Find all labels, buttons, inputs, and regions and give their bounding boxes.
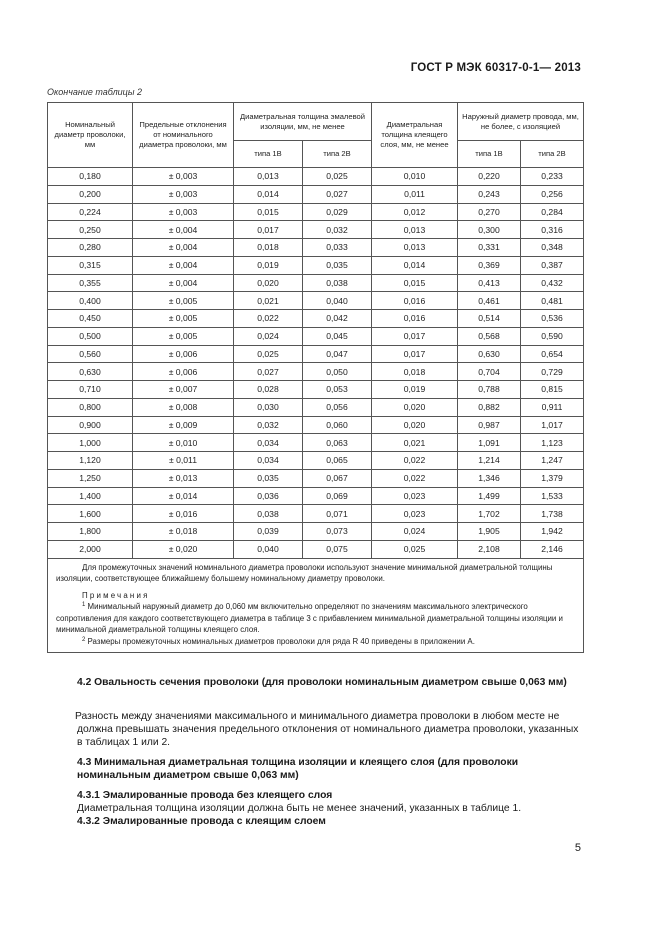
table-row — [48, 327, 584, 345]
note-1-mark: 1 — [82, 602, 86, 608]
table-cell: 1,702 — [458, 505, 521, 523]
header-enamel-type2: типа 2В — [303, 141, 372, 168]
table-notes — [48, 558, 584, 653]
table-cell: ± 0,006 — [133, 363, 234, 381]
table-cell: 0,017 — [372, 345, 458, 363]
table-cell: 0,018 — [234, 239, 303, 257]
table-cell: 0,568 — [458, 327, 521, 345]
section-4-3-2-heading: 4.3.2 Эмалированные провода с клеящим слоем — [77, 816, 326, 827]
table-cell: 0,032 — [234, 416, 303, 434]
table-cell: 0,017 — [372, 327, 458, 345]
table-cell: 0,024 — [372, 523, 458, 541]
table-cell: 0,315 — [48, 256, 133, 274]
intermediate-values-note: Для промежуточных значений номинального диаметра проволоки используют значение минимальной диаметральной толщины изоляции, соответствующее ближайшему большему номинальному диаметру проволоки. — [56, 562, 553, 583]
note-2 — [56, 636, 575, 648]
table-cell: 0,200 — [48, 185, 133, 203]
table-cell: 0,630 — [458, 345, 521, 363]
table-cell: 0,035 — [303, 256, 372, 274]
table-cell: ± 0,009 — [133, 416, 234, 434]
table-cell: 1,942 — [521, 523, 584, 541]
table-cell: 0,063 — [303, 434, 372, 452]
table-cell: 0,016 — [372, 292, 458, 310]
table-cell: 2,108 — [458, 540, 521, 558]
section-4-3-1-text: Диаметральная толщина изоляции должна быть не менее значений, указанных в таблице 1. — [77, 803, 522, 814]
table-cell: 0,014 — [234, 185, 303, 203]
table-cell: 0,481 — [521, 292, 584, 310]
table-cell: 0,040 — [303, 292, 372, 310]
table-cell: 0,021 — [234, 292, 303, 310]
table-cell: 0,027 — [234, 363, 303, 381]
table-cell: ± 0,006 — [133, 345, 234, 363]
table-cell: 0,042 — [303, 310, 372, 328]
table-cell: 0,038 — [234, 505, 303, 523]
table-cell: 0,233 — [521, 168, 584, 186]
table-cell: 1,600 — [48, 505, 133, 523]
table-cell: ± 0,014 — [133, 487, 234, 505]
section-4-2-heading: 4.2 Овальность сечения проволоки (для проволоки номинальным диаметром свыше 0,063 мм) — [77, 677, 567, 688]
table-cell: 1,120 — [48, 452, 133, 470]
table-cell: 0,032 — [303, 221, 372, 239]
table-cell: ± 0,004 — [133, 274, 234, 292]
table-cell: 0,071 — [303, 505, 372, 523]
table-cell: 0,014 — [372, 256, 458, 274]
header-outer-diameter: Наружный диаметр провода, мм, не более, с изоляцией — [458, 103, 584, 141]
table-cell: 0,022 — [372, 452, 458, 470]
table-cell: 1,379 — [521, 469, 584, 487]
table-cell: 0,461 — [458, 292, 521, 310]
table-cell: 0,075 — [303, 540, 372, 558]
table-cell: 1,346 — [458, 469, 521, 487]
table-cell: ± 0,013 — [133, 469, 234, 487]
table-cell: 0,331 — [458, 239, 521, 257]
table-cell: 0,710 — [48, 381, 133, 399]
table-cell: 0,560 — [48, 345, 133, 363]
table-cell: 0,027 — [303, 185, 372, 203]
table-cell: 0,015 — [372, 274, 458, 292]
table-row — [48, 203, 584, 221]
table-cell: 0,034 — [234, 434, 303, 452]
table-cell: 0,019 — [234, 256, 303, 274]
table-cell: 0,033 — [303, 239, 372, 257]
table-cell: 1,905 — [458, 523, 521, 541]
table-row — [48, 168, 584, 186]
table-cell: 0,045 — [303, 327, 372, 345]
table-cell: 0,987 — [458, 416, 521, 434]
header-enamel-thickness: Диаметральная толщина эмалевой изоляции, мм, не менее — [234, 103, 372, 141]
table-cell: 0,039 — [234, 523, 303, 541]
table-cell: 0,017 — [234, 221, 303, 239]
table-cell: 0,280 — [48, 239, 133, 257]
table-cell: 0,500 — [48, 327, 133, 345]
table-cell: ± 0,020 — [133, 540, 234, 558]
table-cell: 0,050 — [303, 363, 372, 381]
note-1-text: Минимальный наружный диаметр до 0,060 мм включительно определяют по значениям максимального электрического сопротивления для каждого соответствующего диаметра в таблице 3 с прибавлением минимальной диаметральной толщины изоляции и минимальной диаметральной толщины клеящего слоя. — [56, 602, 563, 634]
table-cell: 0,015 — [234, 203, 303, 221]
table-cell: 0,270 — [458, 203, 521, 221]
table-cell: 0,243 — [458, 185, 521, 203]
table-cell: 0,035 — [234, 469, 303, 487]
table-row — [48, 310, 584, 328]
table-cell: 0,432 — [521, 274, 584, 292]
table-cell: 0,450 — [48, 310, 133, 328]
table-cell: 0,400 — [48, 292, 133, 310]
table-row — [48, 381, 584, 399]
table-cell: ± 0,003 — [133, 168, 234, 186]
section-4-3-heading: 4.3 Минимальная диаметральная толщина изоляции и клеящего слоя (для проволоки номинальным диаметром свыше 0,063 мм) — [77, 757, 519, 781]
table-row — [48, 345, 584, 363]
table-cell: 0,073 — [303, 523, 372, 541]
note-2-text: Размеры промежуточных номинальных диаметров проволоки для ряда R 40 приведены в приложении А. — [87, 636, 475, 646]
table-cell: 0,030 — [234, 398, 303, 416]
header-enamel-type1: типа 1В — [234, 141, 303, 168]
table-cell: 1,214 — [458, 452, 521, 470]
table-cell: 1,738 — [521, 505, 584, 523]
table-cell: 0,220 — [458, 168, 521, 186]
table-cell: 2,146 — [521, 540, 584, 558]
table-cell: 1,091 — [458, 434, 521, 452]
table-cell: 0,300 — [458, 221, 521, 239]
table-cell: 0,021 — [372, 434, 458, 452]
table-cell: 0,536 — [521, 310, 584, 328]
table-row — [48, 469, 584, 487]
table-cell: 1,247 — [521, 452, 584, 470]
table-cell: 0,348 — [521, 239, 584, 257]
table-cell: 1,000 — [48, 434, 133, 452]
table-cell: 0,013 — [372, 239, 458, 257]
table-cell: ± 0,010 — [133, 434, 234, 452]
table-row — [48, 398, 584, 416]
table-row — [48, 523, 584, 541]
table-row — [48, 487, 584, 505]
table-cell: 1,017 — [521, 416, 584, 434]
table-cell: 0,316 — [521, 221, 584, 239]
table-cell: 0,024 — [234, 327, 303, 345]
document-header: ГОСТ Р МЭК 60317-0-1— 2013 — [410, 62, 581, 74]
table-cell: 0,065 — [303, 452, 372, 470]
table-cell: 0,514 — [458, 310, 521, 328]
table-cell: ± 0,008 — [133, 398, 234, 416]
table-cell: 0,180 — [48, 168, 133, 186]
table-cell: 0,018 — [372, 363, 458, 381]
table-cell: 0,067 — [303, 469, 372, 487]
table-cell: ± 0,003 — [133, 185, 234, 203]
table-cell: 0,069 — [303, 487, 372, 505]
table-cell: 0,060 — [303, 416, 372, 434]
table-row — [48, 452, 584, 470]
table-row — [48, 540, 584, 558]
table-cell: 0,256 — [521, 185, 584, 203]
table-row — [48, 221, 584, 239]
table-cell: 0,023 — [372, 505, 458, 523]
table-cell: 0,025 — [372, 540, 458, 558]
table-cell: 0,034 — [234, 452, 303, 470]
table-cell: ± 0,004 — [133, 221, 234, 239]
table-cell: ± 0,018 — [133, 523, 234, 541]
table-cell: 0,250 — [48, 221, 133, 239]
table-cell: 0,654 — [521, 345, 584, 363]
table-cell: 0,025 — [303, 168, 372, 186]
table-cell: 0,013 — [372, 221, 458, 239]
table-cell: 0,047 — [303, 345, 372, 363]
table-row — [48, 239, 584, 257]
header-deviation: Предельные отклонения от номинального диаметра проволоки, мм — [133, 103, 234, 168]
table-cell: 0,630 — [48, 363, 133, 381]
header-adhesive-thickness: Диаметральная толщина клеящего слоя, мм, не менее — [372, 103, 458, 168]
table-cell: 0,911 — [521, 398, 584, 416]
table-cell: ± 0,005 — [133, 310, 234, 328]
table-cell: 0,369 — [458, 256, 521, 274]
table-caption: Окончание таблицы 2 — [47, 87, 142, 97]
table-cell: 1,499 — [458, 487, 521, 505]
table-row — [48, 434, 584, 452]
table-cell: 0,387 — [521, 256, 584, 274]
table-cell: 0,040 — [234, 540, 303, 558]
table-cell: 1,123 — [521, 434, 584, 452]
table-cell: 0,284 — [521, 203, 584, 221]
notes-title: Примечания — [82, 590, 150, 600]
table-cell: 0,036 — [234, 487, 303, 505]
table-cell: 0,590 — [521, 327, 584, 345]
table-cell: 0,022 — [234, 310, 303, 328]
table-cell: 0,788 — [458, 381, 521, 399]
header-outer-type1: типа 1В — [458, 141, 521, 168]
table-cell: ± 0,004 — [133, 256, 234, 274]
table-cell: 0,011 — [372, 185, 458, 203]
note-2-mark: 2 — [82, 636, 86, 643]
table-cell: ± 0,007 — [133, 381, 234, 399]
table-cell: 0,053 — [303, 381, 372, 399]
table-cell: 0,355 — [48, 274, 133, 292]
table-cell: 0,800 — [48, 398, 133, 416]
table-cell: 0,020 — [372, 416, 458, 434]
table-cell: ± 0,016 — [133, 505, 234, 523]
table-cell: ± 0,004 — [133, 239, 234, 257]
table-row — [48, 416, 584, 434]
table-cell: 0,023 — [372, 487, 458, 505]
table-cell: 0,016 — [372, 310, 458, 328]
table-row — [48, 185, 584, 203]
table-cell: 0,729 — [521, 363, 584, 381]
table-cell: 1,533 — [521, 487, 584, 505]
table-cell: 1,400 — [48, 487, 133, 505]
table-cell: ± 0,005 — [133, 292, 234, 310]
table-cell: ± 0,003 — [133, 203, 234, 221]
table-cell: 0,010 — [372, 168, 458, 186]
table-cell: 0,900 — [48, 416, 133, 434]
table-cell: 0,020 — [372, 398, 458, 416]
table-cell: 0,029 — [303, 203, 372, 221]
table-cell: 0,019 — [372, 381, 458, 399]
table-cell: 1,250 — [48, 469, 133, 487]
table-row — [48, 256, 584, 274]
table-cell: 0,882 — [458, 398, 521, 416]
table-cell: 0,413 — [458, 274, 521, 292]
table-cell: 2,000 — [48, 540, 133, 558]
table-row — [48, 505, 584, 523]
dimensions-table — [47, 102, 584, 653]
page-number: 5 — [574, 842, 581, 854]
table-cell: 0,028 — [234, 381, 303, 399]
table-cell: 0,022 — [372, 469, 458, 487]
section-4-3-1-heading: 4.3.1 Эмалированные провода без клеящего слоя — [77, 790, 333, 801]
table-row — [48, 292, 584, 310]
table-cell: 1,800 — [48, 523, 133, 541]
table-cell: 0,038 — [303, 274, 372, 292]
table-cell: 0,025 — [234, 345, 303, 363]
table-cell: 0,013 — [234, 168, 303, 186]
header-outer-type2: типа 2В — [521, 141, 584, 168]
table-cell: ± 0,011 — [133, 452, 234, 470]
table-row — [48, 274, 584, 292]
table-cell: ± 0,005 — [133, 327, 234, 345]
note-1 — [56, 601, 575, 636]
table-row — [48, 363, 584, 381]
table-cell: 0,224 — [48, 203, 133, 221]
table-cell: 0,704 — [458, 363, 521, 381]
table-cell: 0,815 — [521, 381, 584, 399]
table-cell: 0,056 — [303, 398, 372, 416]
table-cell: 0,012 — [372, 203, 458, 221]
section-4-2-text: Разность между значениями максимального и минимального диаметра проволоки в любом месте не должна превышать значения предельного отклонения от номинального диаметра проволоки, указанных в таблицах 1 или 2. — [75, 711, 579, 748]
header-nominal-diameter: Номинальный диаметр проволоки, мм — [48, 103, 133, 168]
table-cell: 0,020 — [234, 274, 303, 292]
